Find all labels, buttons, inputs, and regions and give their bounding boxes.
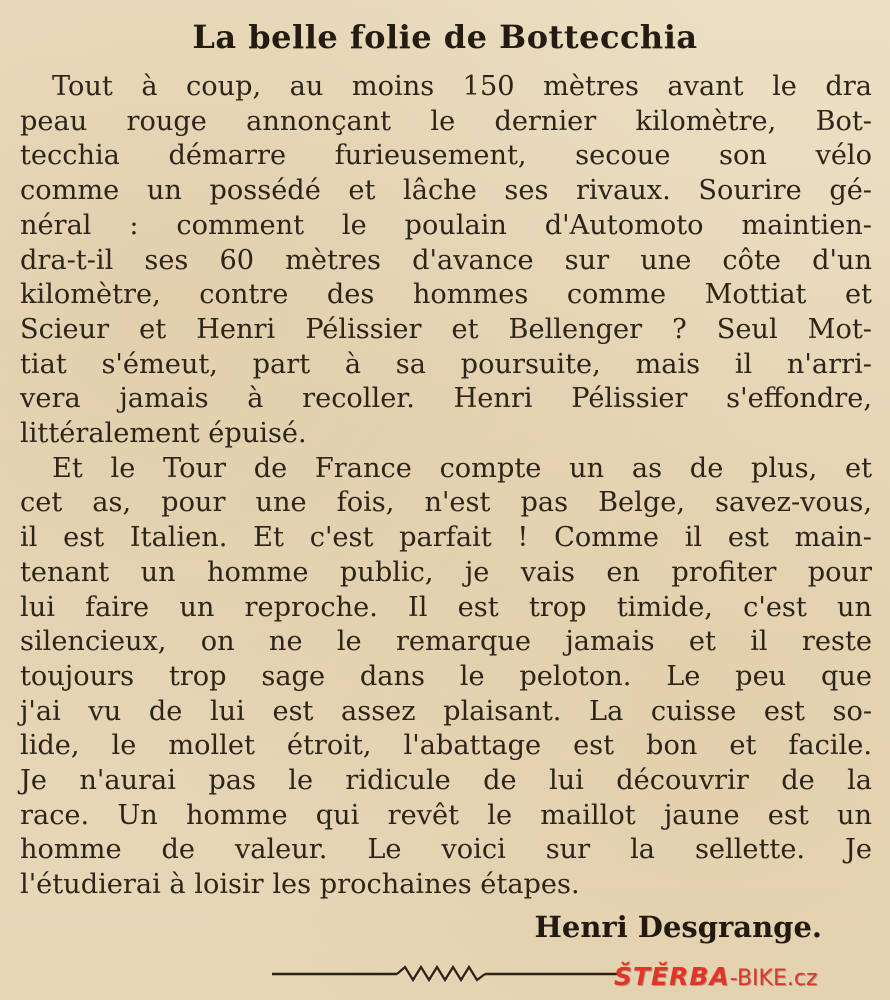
text-line: tiat s'émeut, part à sa poursuite, mais il n'arri- [20, 348, 872, 380]
text-line: littéralement épuisé. [20, 418, 307, 450]
text-line: dra-t-il ses 60 mètres d'avance sur une côte d'un [20, 244, 872, 276]
text-line: j'ai vu de lui est assez plaisant. La cuisse est so- [20, 695, 872, 727]
text-line: silencieux, on ne le remarque jamais et il reste [20, 626, 872, 658]
article-body [20, 70, 872, 903]
text-line: l'étudierai à loisir les prochaines étapes. [20, 869, 580, 901]
text-line: lide, le mollet étroit, l'abattage est bon et facile. [20, 730, 872, 762]
site-watermark [614, 962, 818, 991]
watermark-suffix: -BIKE.cz [729, 966, 818, 991]
text-line: cet as, pour une fois, n'est pas Belge, savez-vous, [20, 487, 872, 519]
text-line: lui faire un reproche. Il est trop timide, c'est un [20, 591, 872, 623]
text-line: vera jamais à recoller. Henri Pélissier s'effondre, [20, 383, 872, 415]
text-line: race. Un homme qui revêt le maillot jaune est un [20, 799, 872, 831]
text-line: tenant un homme public, je vais en profiter pour [20, 556, 872, 588]
ornament-divider [272, 958, 632, 988]
text-line: Je n'aurai pas le ridicule de lui découvrir de la [20, 765, 872, 797]
text-line: Scieur et Henri Pélissier et Bellenger ? Seul Mot- [20, 313, 872, 345]
article-title: La belle folie de Bottecchia [192, 18, 698, 56]
text-line: kilomètre, contre des hommes comme Mottiat et [20, 279, 872, 311]
text-line: tecchia démarre furieusement, secoue son vélo [20, 140, 872, 172]
text-line: néral : comment le poulain d'Automoto maintien- [20, 209, 872, 241]
text-line: toujours trop sage dans le peloton. Le peu que [20, 660, 872, 692]
watermark-brand: ŠTĚRBA [614, 962, 730, 991]
ornament-squiggle [397, 967, 485, 980]
text-line: peau rouge annonçant le dernier kilomètre, Bot- [20, 105, 872, 137]
text-line: comme un possédé et lâche ses rivaux. Sourire gé- [20, 175, 872, 207]
text-line: Et le Tour de France compte un as de plus, et [52, 452, 872, 484]
author-signature: Henri Desgrange. [534, 910, 822, 944]
text-line: il est Italien. Et c'est parfait ! Comme il est main- [20, 522, 872, 554]
text-line: homme de valeur. Le voici sur la sellette. Je [20, 834, 872, 866]
text-line: Tout à coup, au moins 150 mètres avant le dra [52, 71, 872, 102]
